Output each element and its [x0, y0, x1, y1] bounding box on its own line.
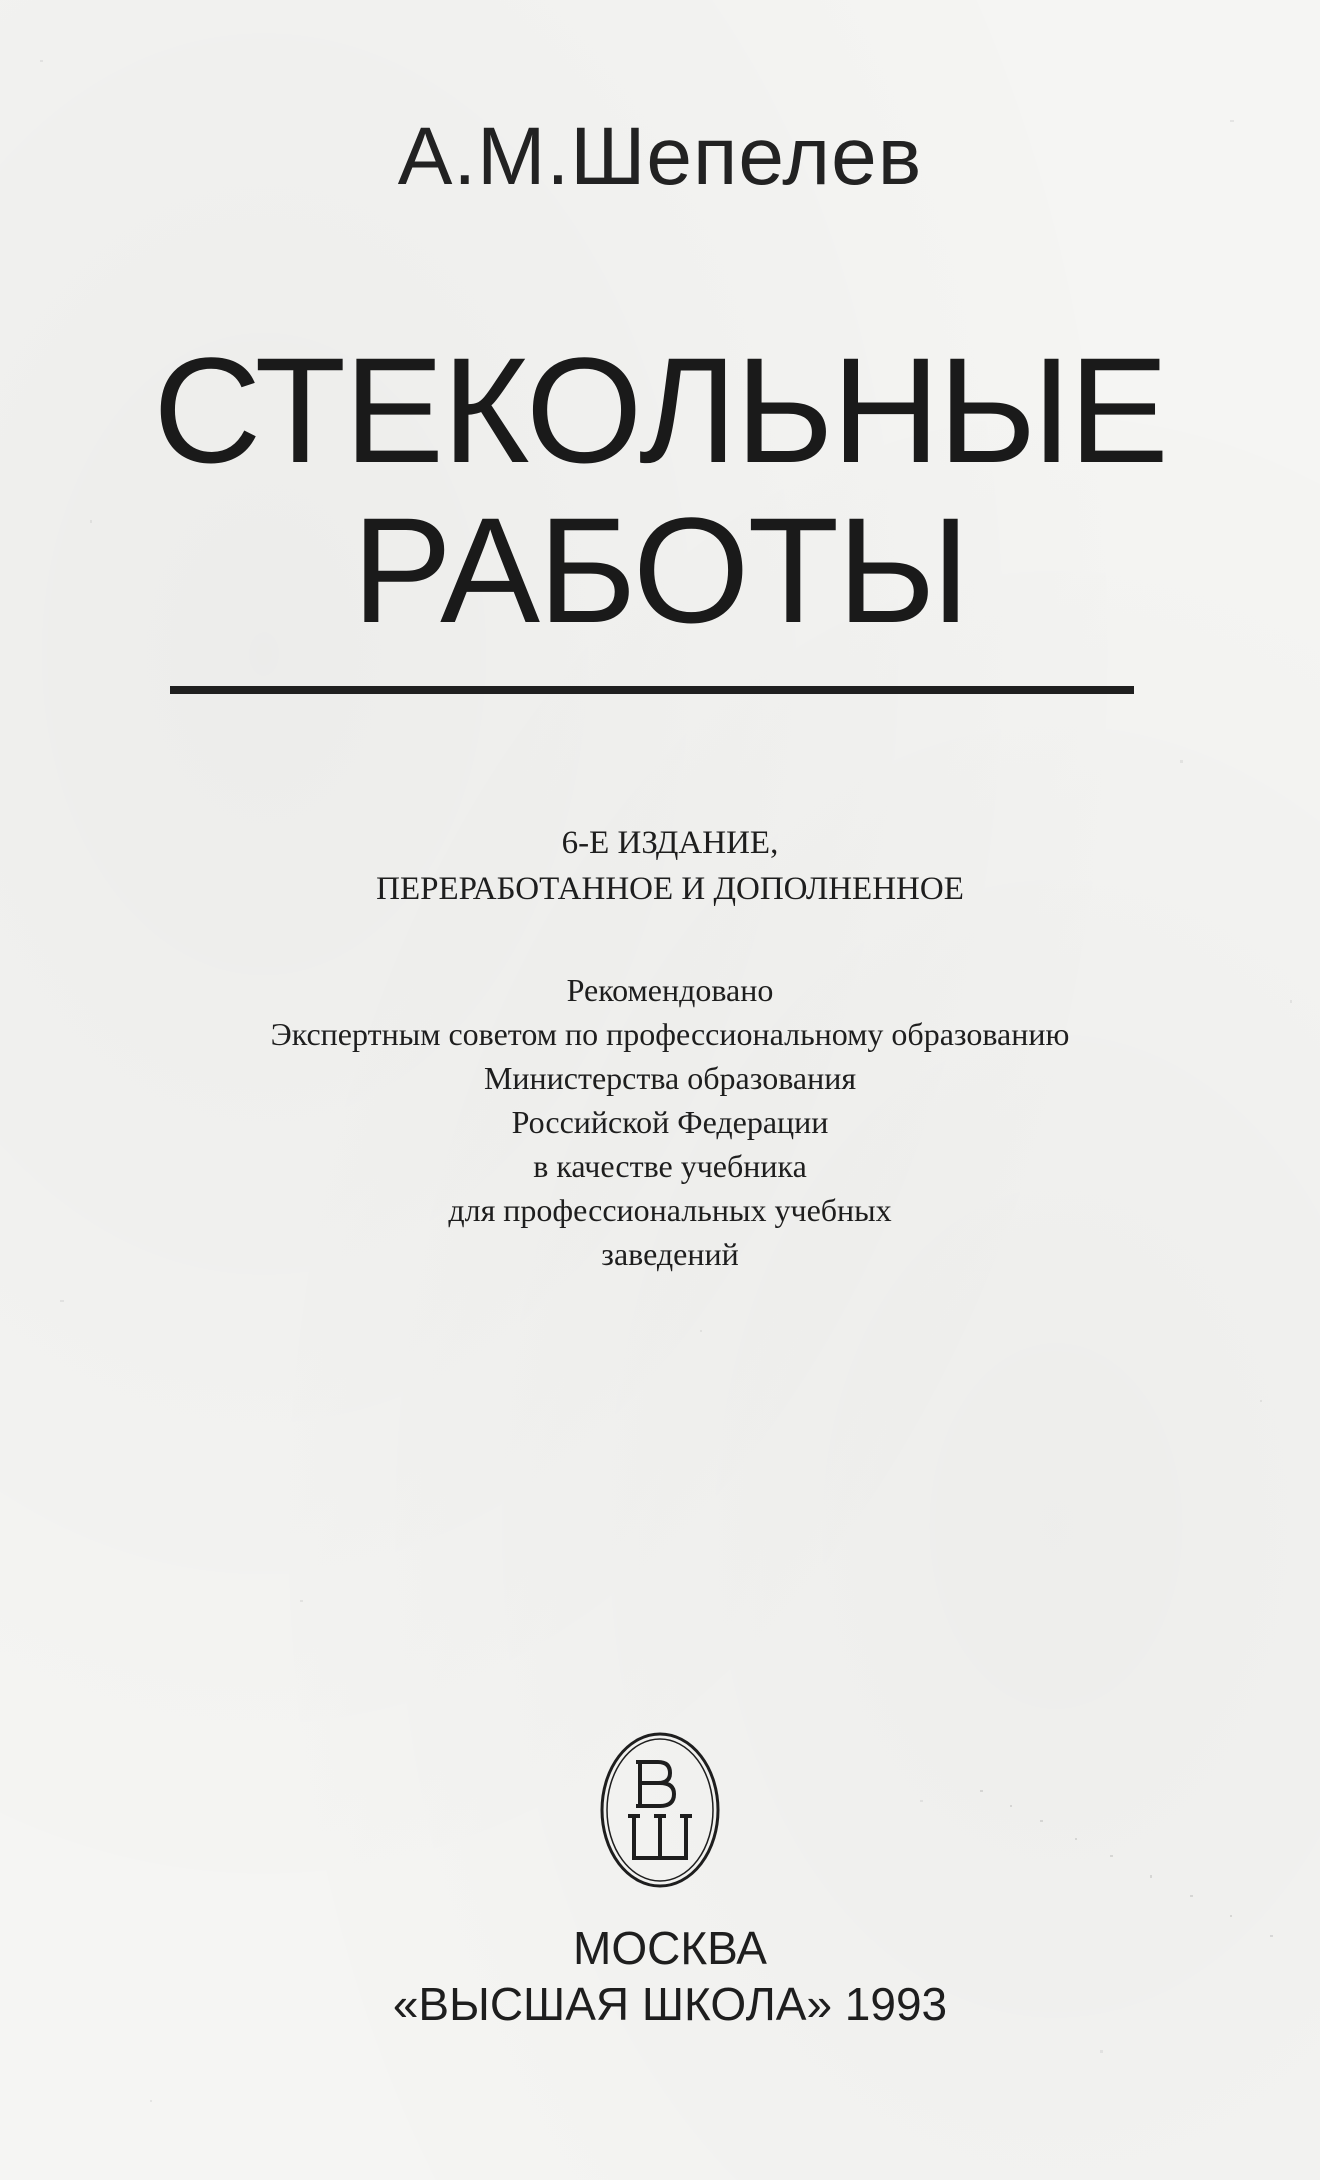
recommendation-line: Российской Федерации — [511, 1104, 829, 1140]
edition-info — [0, 820, 1320, 912]
author-name: А.М.Шепелев — [397, 111, 923, 202]
book-title-line-1: СТЕКОЛЬНЫЕ — [153, 326, 1167, 494]
imprint-city: МОСКВА — [573, 1922, 767, 1974]
recommendation-line: в качестве учебника — [533, 1148, 807, 1184]
edition-line-1: 6-Е ИЗДАНИЕ, — [561, 825, 779, 861]
book-title-line-2: РАБОТЫ — [352, 486, 968, 654]
recommendation-line: Экспертным советом по профессиональному образованию — [270, 1016, 1070, 1052]
title-rule — [170, 686, 1134, 694]
publisher-logo-icon — [598, 1730, 722, 1890]
recommendation-line: заведений — [601, 1236, 739, 1272]
recommendation-line: для профессиональных учебных — [448, 1192, 892, 1228]
recommendation-line: Министерства образования — [483, 1060, 857, 1096]
imprint-publisher-year: «ВЫСШАЯ ШКОЛА» 1993 — [392, 1978, 948, 2030]
edition-line-2: ПЕРЕРАБОТАННОЕ И ДОПОЛНЕННОЕ — [376, 871, 964, 907]
book-title — [0, 326, 1320, 654]
recommendation-line: Рекомендовано — [566, 972, 774, 1008]
imprint — [0, 1920, 1320, 2032]
recommendation-text — [0, 968, 1320, 1276]
